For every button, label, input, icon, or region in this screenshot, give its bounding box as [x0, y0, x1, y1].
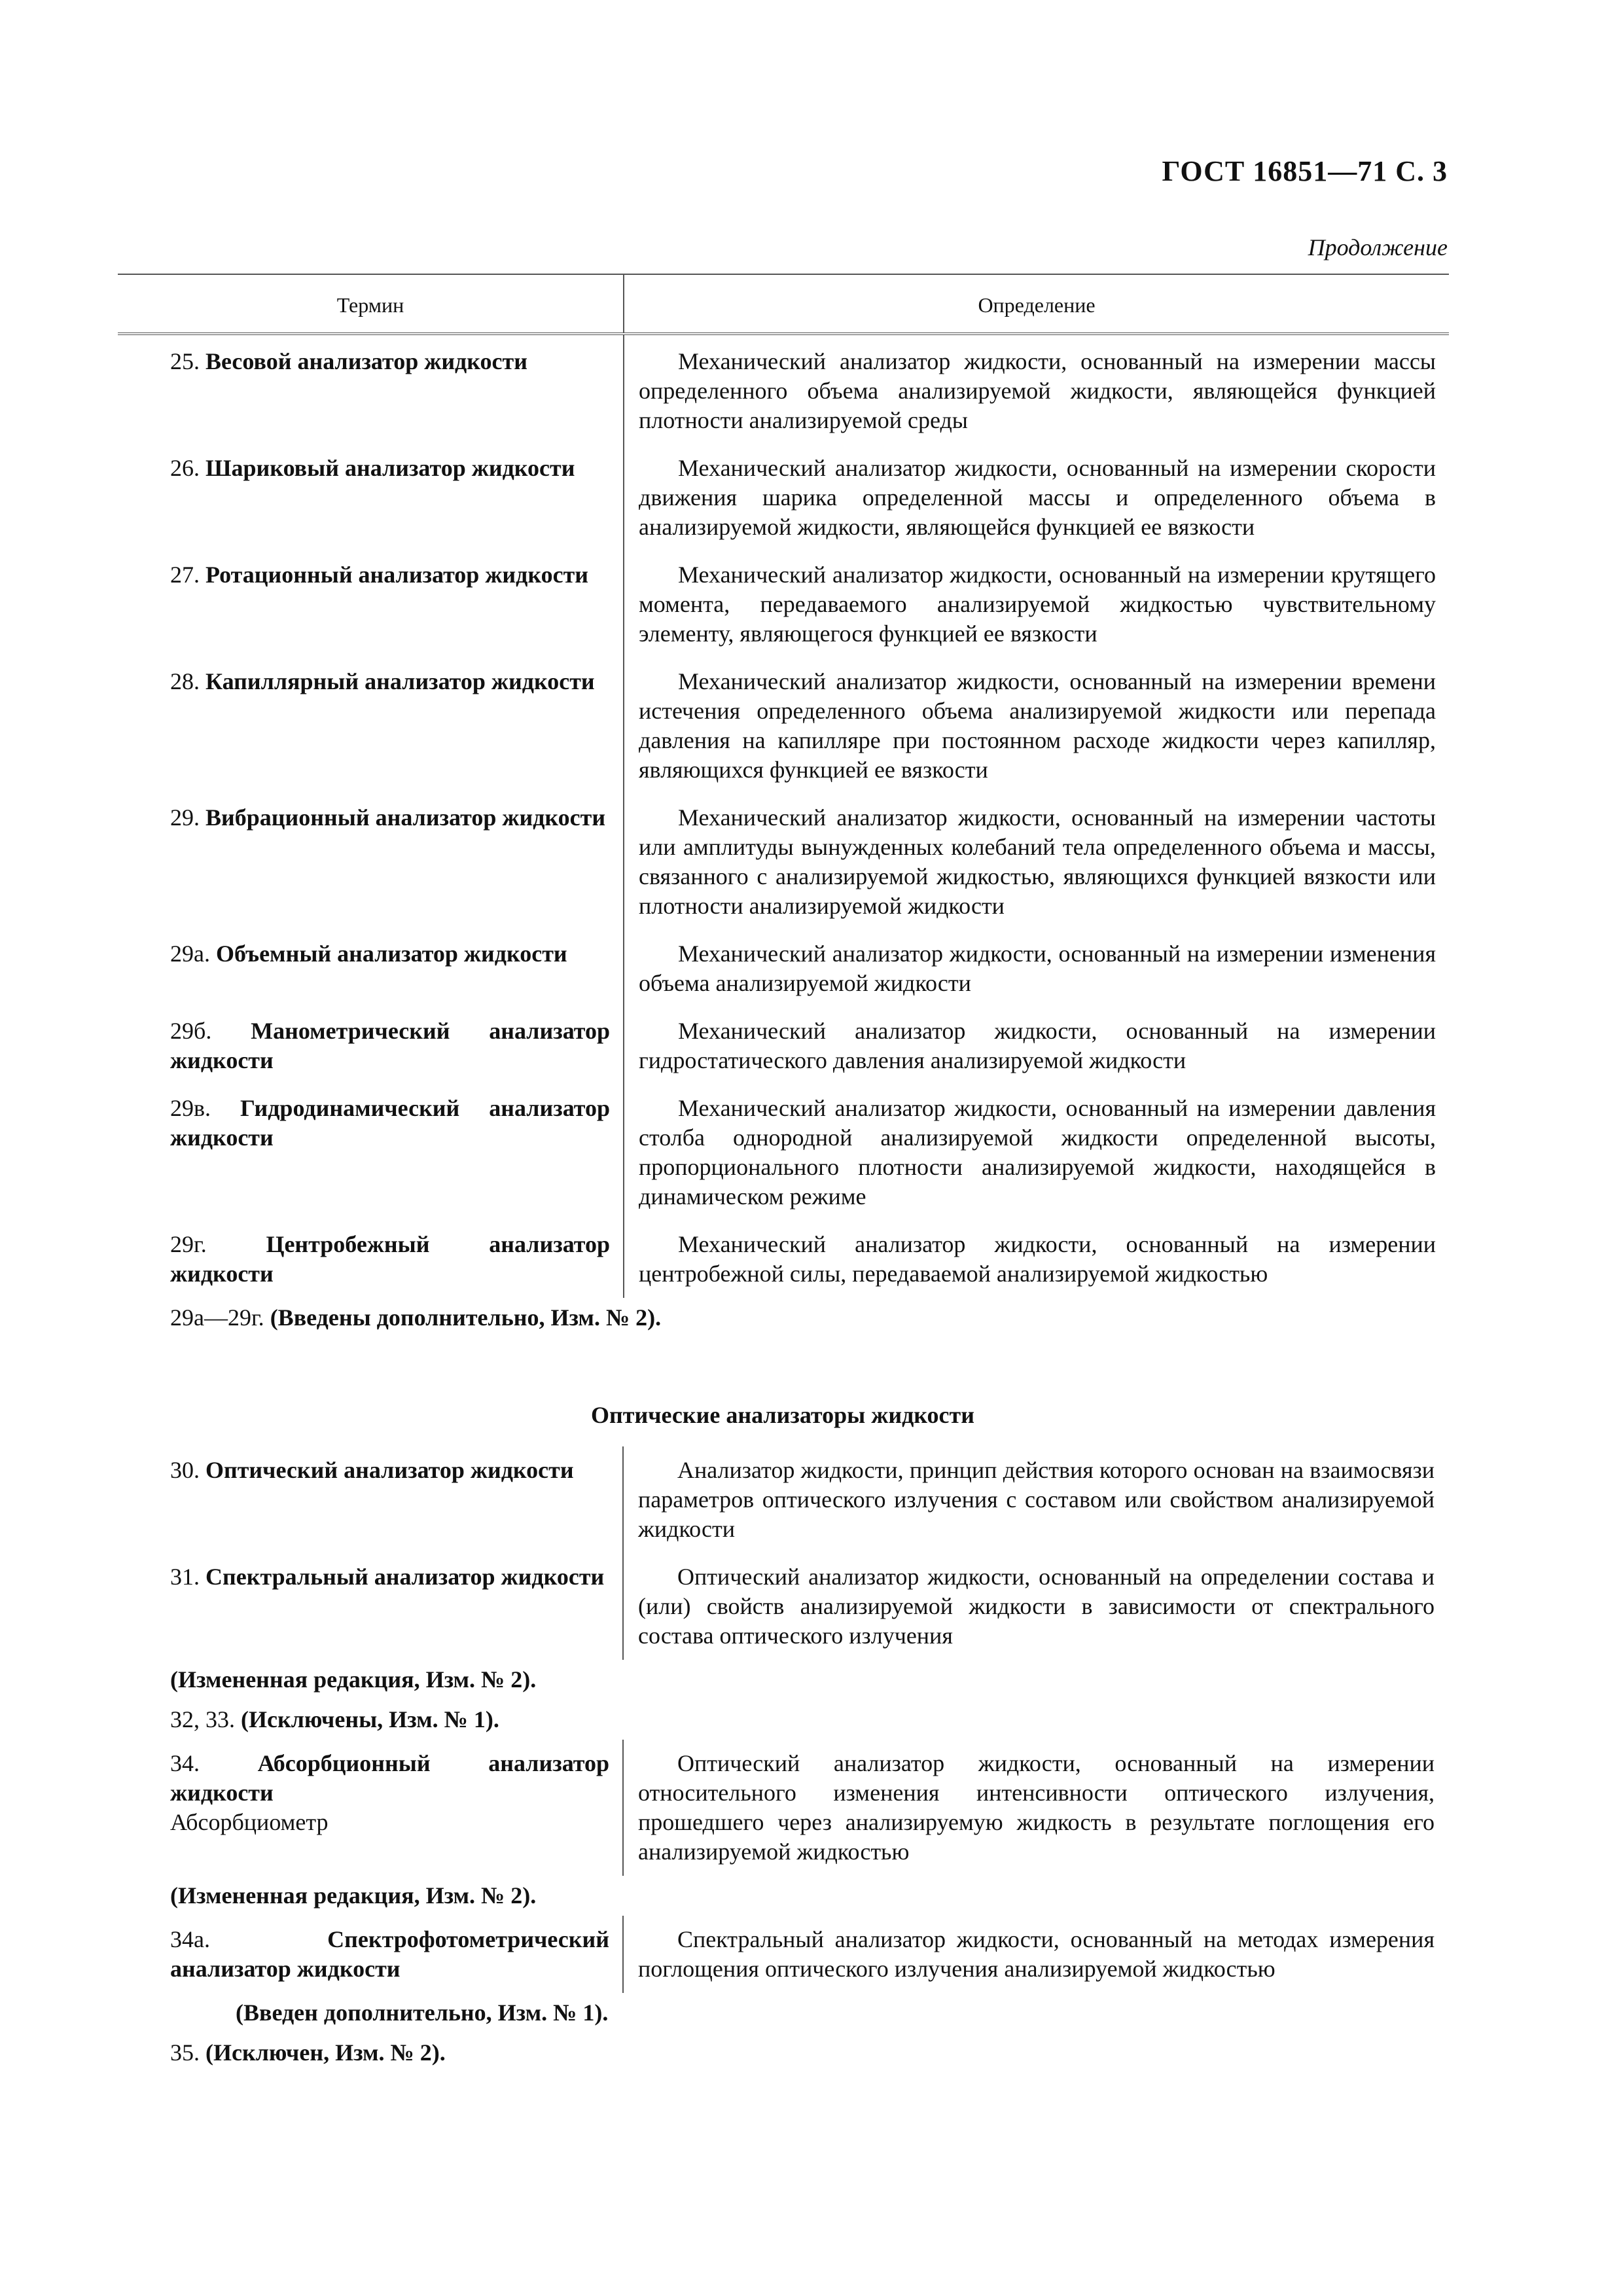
term-number: 30.	[170, 1457, 200, 1483]
term-number: 31.	[170, 1564, 200, 1590]
term-number: 28.	[170, 668, 200, 694]
amendment-note-prefix: 29а—29г.	[170, 1304, 264, 1331]
definition-cell: Механический анализатор жидкости, основанный на измерении гидростатического давления анализируемой жидкости	[639, 1018, 1436, 1073]
amendment-note-row	[118, 2033, 1448, 2073]
term-cell	[118, 1085, 624, 1221]
definition-cell: Спектральный анализатор жидкости, основанный на методах измерения поглощения оптического излучения анализируемой жидкостью	[638, 1926, 1435, 1982]
term-row-27	[118, 551, 1449, 658]
term-row-29	[118, 794, 1449, 930]
column-header-term: Термин	[118, 274, 624, 334]
term-name: Вибрационный анализатор жидкости	[205, 804, 606, 831]
amendment-note	[118, 1993, 1448, 2033]
section-title: Оптические анализаторы жидкости	[591, 1402, 974, 1428]
continuation-label: Продолжение	[1308, 234, 1448, 260]
amendment-note-prefix: 32, 33.	[170, 1706, 235, 1732]
term-name: Центробежный анализатор жидкости	[170, 1231, 610, 1287]
term-row-30	[118, 1446, 1448, 1553]
column-header-definition: Определение	[624, 274, 1449, 334]
term-row-29a	[118, 930, 1449, 1007]
definition-cell: Анализатор жидкости, принцип действия которого основан на взаимосвязи параметров оптического излучения с составом или свойством анализируемой жидкости	[638, 1457, 1435, 1542]
term-name: Весовой анализатор жидкости	[205, 348, 527, 374]
term-row-29g	[118, 1221, 1449, 1298]
amendment-note	[118, 1298, 1449, 1338]
amendment-note	[118, 1700, 1448, 1740]
term-number: 29б.	[170, 1018, 212, 1044]
term-cell	[118, 551, 624, 658]
amendment-note-text: (Исключен, Изм. № 2).	[205, 2039, 446, 2066]
term-name: Спектральный анализатор жидкости	[205, 1564, 605, 1590]
term-name: Гидродинамический анализатор жидкости	[170, 1095, 610, 1151]
term-number: 27.	[170, 562, 200, 588]
amendment-note	[118, 1660, 1448, 1700]
amendment-note	[118, 1876, 1448, 1916]
term-row-29v	[118, 1085, 1449, 1221]
term-name: Абсорбционный анализатор жидкости	[170, 1750, 609, 1806]
term-cell	[118, 334, 624, 444]
definition-cell: Оптический анализатор жидкости, основанный на определении состава и (или) свойств анализируемой жидкости в зависимости от спектрального состава оптического излучения	[638, 1564, 1435, 1649]
term-synonym: Абсорбциометр	[170, 1809, 329, 1835]
document-id-header: ГОСТ 16851—71 С. 3	[1162, 155, 1448, 187]
term-cell	[118, 1446, 623, 1553]
amendment-note-row	[118, 1993, 1448, 2033]
terms-table-2	[118, 1446, 1448, 2073]
term-name: Капиллярный анализатор жидкости	[205, 668, 595, 694]
term-name: Спектрофотометрический анализатор жидкости	[170, 1926, 609, 1982]
term-row-34a	[118, 1916, 1448, 1993]
term-row-31	[118, 1553, 1448, 1660]
term-cell	[118, 794, 624, 930]
term-row-34	[118, 1740, 1448, 1876]
term-cell	[118, 1916, 623, 1993]
term-number: 29в.	[170, 1095, 211, 1121]
amendment-note	[118, 2033, 1448, 2073]
amendment-note-prefix: 35.	[170, 2039, 200, 2066]
definition-cell: Оптический анализатор жидкости, основанный на измерении относительного изменения интенсивности оптического излучения, прошедшего через анализируемую жидкость в результате поглощения его анализируемой жидкостью	[638, 1750, 1435, 1865]
table-header-row	[118, 274, 1449, 334]
term-number: 29г.	[170, 1231, 207, 1257]
definition-cell: Механический анализатор жидкости, основанный на измерении массы определенного объема анализируемой жидкости, являющейся функцией плотности анализируемой среды	[639, 348, 1436, 433]
term-number: 25.	[170, 348, 200, 374]
term-cell	[118, 1221, 624, 1298]
term-cell	[118, 658, 624, 794]
terms-table-1	[118, 274, 1449, 1338]
term-row-25	[118, 334, 1449, 444]
term-row-26	[118, 444, 1449, 551]
term-name: Объемный анализатор жидкости	[215, 941, 567, 967]
amendment-note-row	[118, 1700, 1448, 1740]
amendment-note-text: (Введен дополнительно, Изм. № 1).	[236, 2000, 609, 2026]
amendment-note-text: (Исключены, Изм. № 1).	[241, 1706, 499, 1732]
term-name: Ротационный анализатор жидкости	[205, 562, 589, 588]
term-cell	[118, 1740, 623, 1876]
term-number: 26.	[170, 455, 200, 481]
amendment-note-text: (Введены дополнительно, Изм. № 2).	[270, 1304, 662, 1331]
term-number: 29а.	[170, 941, 210, 967]
definition-cell: Механический анализатор жидкости, основанный на измерении времени истечения определенного объема анализируемой жидкости или перепада давления на капилляре при постоянном расходе жидкости через капилляр, являющихся функцией ее вязкости	[639, 668, 1436, 783]
amendment-note-row	[118, 1876, 1448, 1916]
term-name: Оптический анализатор жидкости	[205, 1457, 574, 1483]
amendment-note-text: (Измененная редакция, Изм. № 2).	[170, 1882, 537, 1909]
definition-cell: Механический анализатор жидкости, основанный на измерении частоты или амплитуды вынужденных колебаний тела определенного объема и массы, связанного с анализируемой жидкостью, являющихся функцией вязкости или плотности анализируемой жидкости	[639, 804, 1436, 919]
term-name: Манометрический анализатор жидкости	[170, 1018, 610, 1073]
amendment-note-text: (Измененная редакция, Изм. № 2).	[170, 1666, 537, 1693]
definition-cell: Механический анализатор жидкости, основанный на измерении давления столба однородной анализируемой жидкости определенной высоты, пропорционального плотности анализируемой жидкости, находящейся в динамическом режиме	[639, 1095, 1436, 1210]
amendment-note-row	[118, 1298, 1449, 1338]
term-cell	[118, 1007, 624, 1085]
term-number: 34а.	[170, 1926, 210, 1952]
definition-cell: Механический анализатор жидкости, основанный на измерении центробежной силы, передаваемой анализируемой жидкостью	[639, 1231, 1436, 1287]
term-cell	[118, 930, 624, 1007]
amendment-note-row	[118, 1660, 1448, 1700]
definition-cell: Механический анализатор жидкости, основанный на измерении изменения объема анализируемой жидкости	[639, 941, 1436, 996]
term-number: 29.	[170, 804, 200, 831]
definition-cell: Механический анализатор жидкости, основанный на измерении крутящего момента, передаваемого анализируемой жидкостью чувствительному элементу, являющегося функцией ее вязкости	[639, 562, 1436, 647]
definition-cell: Механический анализатор жидкости, основанный на измерении скорости движения шарика определенной массы и определенного объема в анализируемой жидкости, являющейся функцией ее вязкости	[639, 455, 1436, 540]
term-cell	[118, 444, 624, 551]
term-cell	[118, 1553, 623, 1660]
term-name: Шариковый анализатор жидкости	[205, 455, 575, 481]
term-row-29b	[118, 1007, 1449, 1085]
term-row-28	[118, 658, 1449, 794]
term-number: 34.	[170, 1750, 200, 1776]
